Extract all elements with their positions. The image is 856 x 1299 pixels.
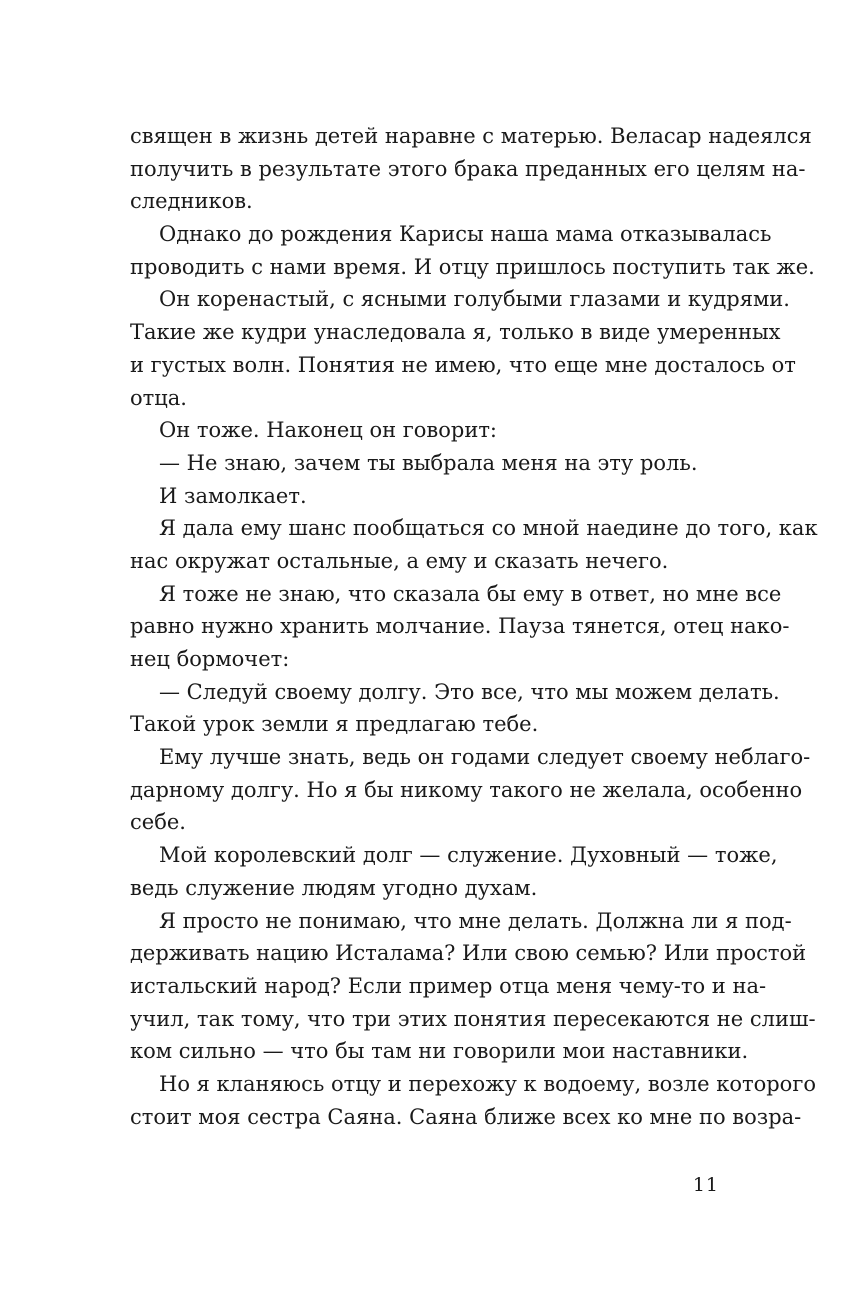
text-line: И замолкает.: [159, 483, 307, 508]
text-line: нас окружат остальные, а ему и сказать нечего.: [130, 548, 669, 573]
text-line: равно нужно хранить молчание. Пауза тянется, отец нако-: [130, 614, 790, 639]
text-line: Я дала ему шанс пообщаться со мной наедине до того, как: [159, 516, 818, 541]
text-line: проводить с нами время. И отцу пришлось поступить так же.: [130, 254, 815, 279]
text-line: держивать нацию Исталама? Или свою семью? Или простой: [130, 941, 807, 966]
text-line: ком сильно — что бы там ни говорили мои наставники.: [130, 1039, 749, 1064]
text-line: ведь служение людям угодно духам.: [130, 875, 538, 900]
text-line: следников.: [130, 189, 253, 214]
text-line: Такой урок земли я предлагаю тебе.: [130, 712, 539, 737]
text-line: — Не знаю, зачем ты выбрала меня на эту роль.: [159, 450, 698, 475]
text-line: Ему лучше знать, ведь он годами следует своему неблаго-: [159, 745, 811, 770]
text-line: Но я кланяюсь отцу и перехожу к водоему, возле которого: [159, 1071, 816, 1096]
text-line: Я просто не понимаю, что мне делать. Должна ли я под-: [159, 908, 792, 933]
text-line: нец бормочет:: [130, 647, 290, 671]
text-line: и густых волн. Понятия не имею, что еще мне досталось от: [130, 352, 796, 377]
text-line: — Следуй своему долгу. Это все, что мы можем делать.: [159, 679, 780, 704]
text-line: Мой королевский долг — служение. Духовный — тоже,: [159, 843, 778, 868]
text-line: себе.: [130, 810, 186, 835]
text-line: Он тоже. Наконец он говорит:: [159, 418, 498, 443]
text-line: получить в результате этого брака преданных его целям на-: [130, 156, 806, 181]
page-number: 11: [692, 1174, 719, 1196]
text-line: священ в жизнь детей наравне с матерью. Веласар надеялся: [130, 124, 812, 148]
text-line: стоит моя сестра Саяна. Саяна ближе всех ко мне по возра-: [130, 1104, 802, 1129]
text-line: Я тоже не знаю, что сказала бы ему в ответ, но мне все: [159, 581, 782, 606]
text-line: учил, так тому, что три этих понятия пересекаются не слиш-: [130, 1006, 816, 1031]
text-line: Однако до рождения Карисы наша мама отказывалась: [159, 222, 772, 247]
page-body-text: [130, 120, 818, 1133]
text-line: истальский народ? Если пример отца меня чему-то и на-: [130, 973, 767, 998]
text-line: отца.: [130, 385, 187, 410]
text-line: Он коренастый, с ясными голубыми глазами и кудрями.: [159, 287, 790, 312]
text-line: Такие же кудри унаследовала я, только в виде умеренных: [130, 320, 781, 345]
text-line: дарному долгу. Но я бы никому такого не желала, особенно: [130, 777, 803, 802]
